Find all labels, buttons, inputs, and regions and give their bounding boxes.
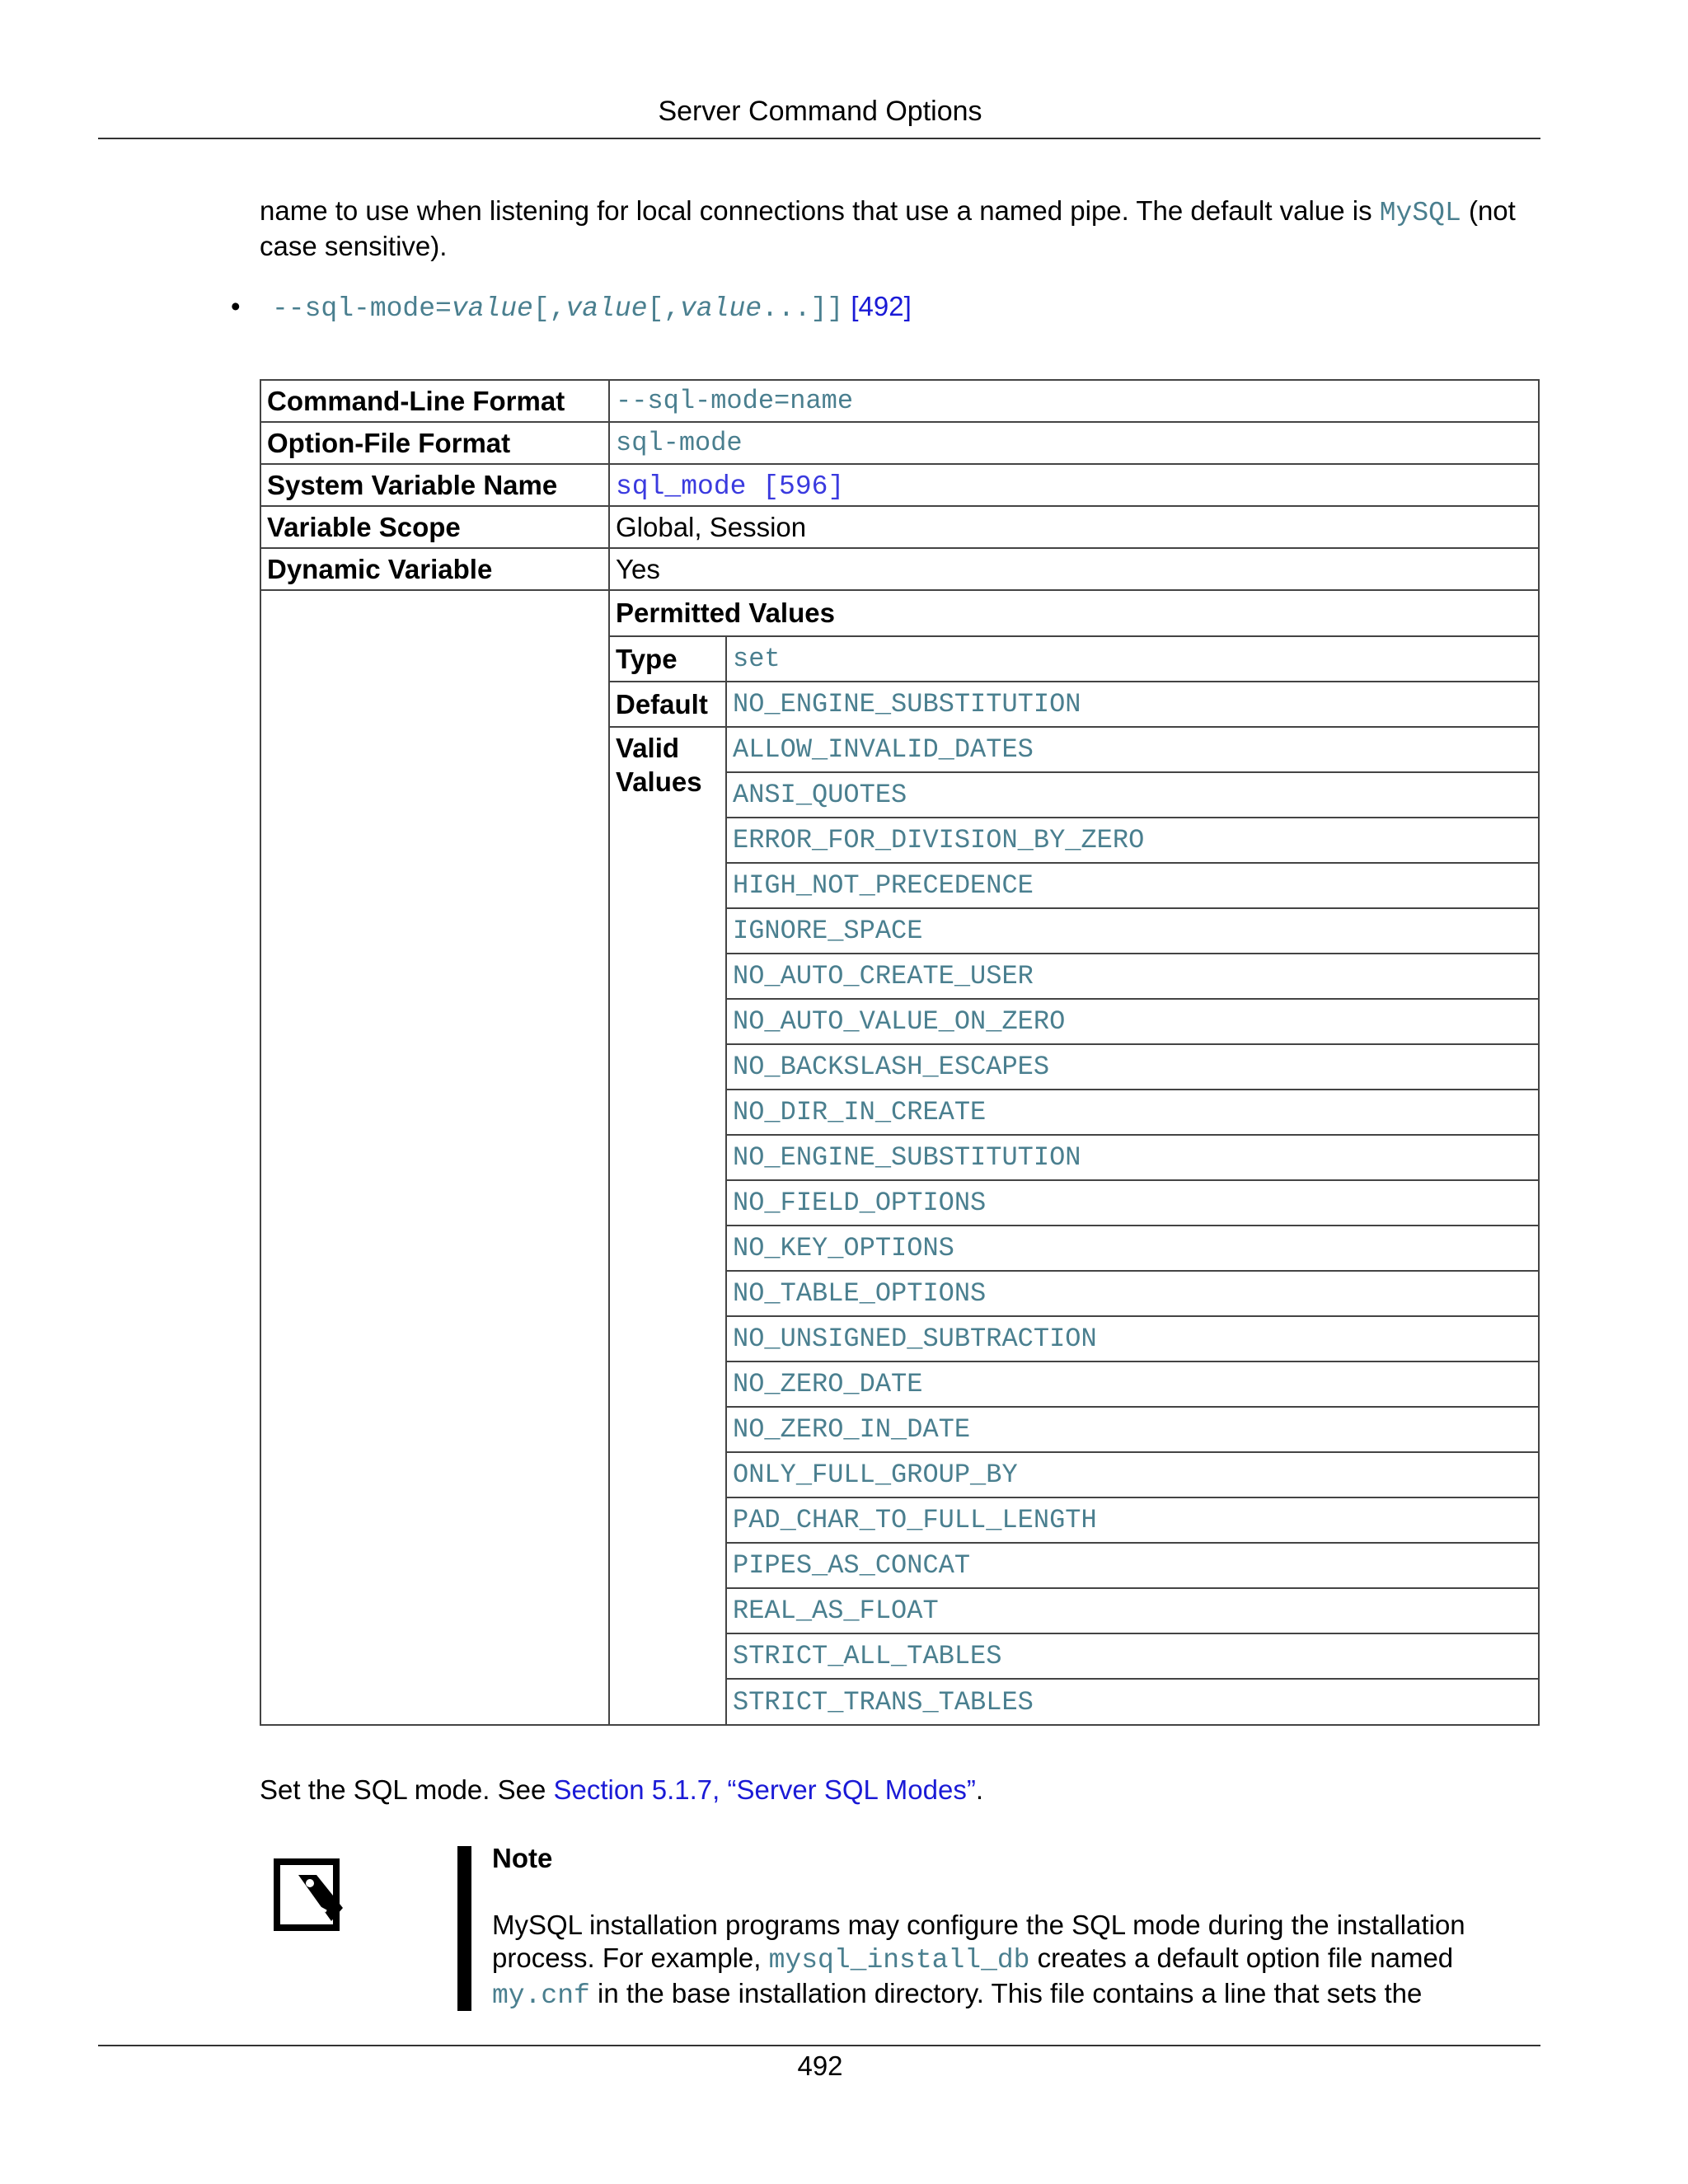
- table-row: [610, 1271, 1538, 1316]
- note-text: MySQL installation programs may configure the SQL mode during the installation process. For example,: [492, 1910, 1465, 1973]
- note-code: my.cnf: [492, 1980, 590, 2011]
- option-sep: [,: [532, 293, 566, 324]
- table-row: [610, 1044, 1538, 1090]
- valid-value: IGNORE_SPACE: [726, 908, 1538, 954]
- table-row: [610, 682, 1538, 727]
- note-code: mysql_install_db: [768, 1945, 1030, 1975]
- table-label: Command-Line Format: [260, 380, 609, 422]
- option-arg: value: [680, 293, 762, 324]
- table-label: Dynamic Variable: [260, 548, 609, 590]
- table-row: [610, 818, 1538, 863]
- valid-value: NO_TABLE_OPTIONS: [726, 1271, 1538, 1316]
- set-mode-text: Set the SQL mode. See: [260, 1774, 554, 1805]
- table-row: [610, 1543, 1538, 1588]
- valid-value: NO_ENGINE_SUBSTITUTION: [726, 1135, 1538, 1180]
- permitted-values-heading: Permitted Values: [610, 591, 1538, 636]
- valid-value: NO_KEY_OPTIONS: [726, 1226, 1538, 1271]
- note-text: creates a default option file named: [1029, 1943, 1454, 1973]
- option-page-ref-link[interactable]: [492]: [851, 291, 912, 321]
- table-row: [610, 727, 1538, 772]
- table-row: [610, 1679, 1538, 1724]
- intro-code: MySQL: [1379, 198, 1461, 228]
- table-row: [610, 1090, 1538, 1135]
- permitted-values-table: [610, 591, 1538, 1724]
- valid-value: PIPES_AS_CONCAT: [726, 1543, 1538, 1588]
- valid-value: ONLY_FULL_GROUP_BY: [726, 1452, 1538, 1497]
- table-row: [610, 1180, 1538, 1226]
- table-row: [610, 908, 1538, 954]
- option-suffix: ...]]: [762, 293, 844, 324]
- note-side-bar: [457, 1846, 471, 2011]
- valid-value: NO_AUTO_CREATE_USER: [726, 954, 1538, 999]
- table-row: [260, 380, 1539, 422]
- option-arg: value: [565, 293, 648, 324]
- page-number: 492: [797, 2050, 843, 2081]
- table-value-cell: [609, 464, 1539, 506]
- permitted-values-cell: [609, 590, 1539, 1725]
- note-text: in the base installation directory. This file contains a line that sets the: [589, 1978, 1423, 2008]
- valid-value: NO_UNSIGNED_SUBTRACTION: [726, 1316, 1538, 1361]
- valid-value: ERROR_FOR_DIVISION_BY_ZERO: [726, 818, 1538, 863]
- table-label: Option-File Format: [260, 422, 609, 464]
- default-label: Default: [610, 682, 726, 727]
- header-rule: [98, 138, 1540, 139]
- valid-value: HIGH_NOT_PRECEDENCE: [726, 863, 1538, 908]
- table-row: [610, 1361, 1538, 1407]
- table-row: [610, 954, 1538, 999]
- table-row: [260, 464, 1539, 506]
- table-value: sql-mode: [609, 422, 1539, 464]
- valid-value: NO_AUTO_VALUE_ON_ZERO: [726, 999, 1538, 1044]
- valid-values-label: Valid Values: [610, 727, 726, 1724]
- valid-value: NO_ZERO_IN_DATE: [726, 1407, 1538, 1452]
- table-row: [610, 1452, 1538, 1497]
- valid-value: NO_ZERO_DATE: [726, 1361, 1538, 1407]
- valid-value: NO_FIELD_OPTIONS: [726, 1180, 1538, 1226]
- table-row: [610, 1497, 1538, 1543]
- option-arg: value: [451, 293, 533, 324]
- option-prefix: --sql-mode=: [272, 293, 452, 324]
- table-value: Global, Session: [609, 506, 1539, 548]
- default-value: NO_ENGINE_SUBSTITUTION: [726, 682, 1538, 727]
- note-body: [492, 1909, 1547, 2013]
- option-bullet: [231, 290, 912, 326]
- option-sep: [,: [647, 293, 681, 324]
- table-row: [610, 1407, 1538, 1452]
- table-label: Variable Scope: [260, 506, 609, 548]
- table-row: [260, 506, 1539, 548]
- intro-paragraph: [260, 194, 1545, 263]
- valid-value: PAD_CHAR_TO_FULL_LENGTH: [726, 1497, 1538, 1543]
- type-value: set: [726, 636, 1538, 682]
- bullet-dot: •: [231, 291, 241, 321]
- valid-value: STRICT_ALL_TABLES: [726, 1633, 1538, 1679]
- option-syntax-link[interactable]: [272, 291, 844, 324]
- table-row: [610, 591, 1538, 636]
- table-value: Yes: [609, 548, 1539, 590]
- type-label: Type: [610, 636, 726, 682]
- valid-value: ALLOW_INVALID_DATES: [726, 727, 1538, 772]
- set-mode-end: .: [975, 1774, 984, 1805]
- option-table: [260, 379, 1540, 1726]
- table-row: [610, 1226, 1538, 1271]
- table-row: [610, 1588, 1538, 1633]
- valid-value: STRICT_TRANS_TABLES: [733, 1686, 1034, 1718]
- sysvar-link[interactable]: sql_mode [596]: [616, 471, 845, 502]
- table-row: [610, 1135, 1538, 1180]
- valid-value: ANSI_QUOTES: [726, 772, 1538, 818]
- table-row: [260, 422, 1539, 464]
- intro-text-end: (not case sensitive).: [260, 195, 1516, 261]
- set-mode-paragraph: [260, 1774, 983, 1807]
- note-icon: [274, 1857, 346, 1935]
- table-value: --sql-mode=name: [609, 380, 1539, 422]
- footer-rule: [98, 2045, 1540, 2046]
- table-row: [610, 636, 1538, 682]
- valid-value: NO_DIR_IN_CREATE: [726, 1090, 1538, 1135]
- table-label: System Variable Name: [260, 464, 609, 506]
- table-row: [260, 590, 1539, 1725]
- table-row: [610, 999, 1538, 1044]
- page-header-title: Server Command Options: [658, 96, 982, 127]
- table-row: [260, 548, 1539, 590]
- table-row: [610, 1633, 1538, 1679]
- intro-text: name to use when listening for local connections that use a named pipe. The default value is: [260, 195, 1380, 226]
- note-title: Note: [492, 1843, 553, 1873]
- table-label-empty: [260, 590, 609, 1725]
- valid-value: NO_BACKSLASH_ESCAPES: [726, 1044, 1538, 1090]
- valid-value: REAL_AS_FLOAT: [726, 1588, 1538, 1633]
- table-row: [610, 1316, 1538, 1361]
- table-row: [610, 772, 1538, 818]
- server-sql-modes-link[interactable]: Section 5.1.7, “Server SQL Modes”: [553, 1774, 976, 1805]
- table-row: [610, 863, 1538, 908]
